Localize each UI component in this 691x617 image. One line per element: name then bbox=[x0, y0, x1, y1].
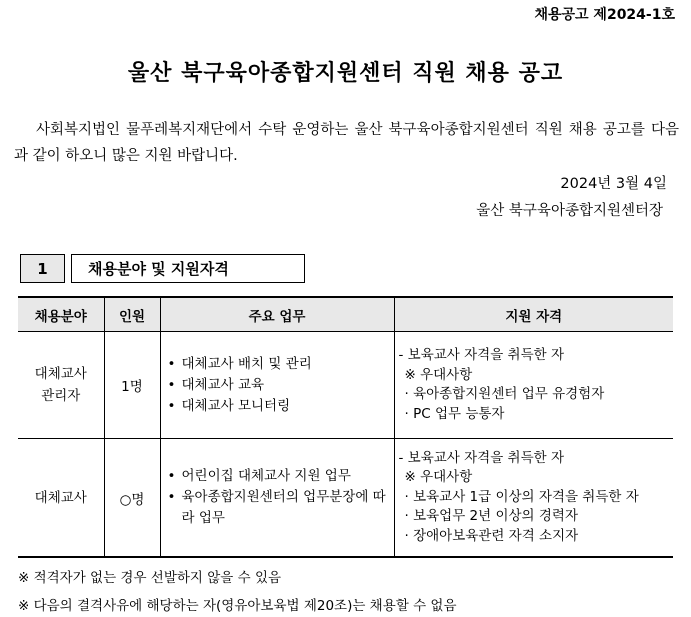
section-title: 채용분야 및 지원자격 bbox=[71, 254, 305, 283]
duty-item: • 대체교사 교육 bbox=[168, 375, 393, 396]
headcount-cell: 1명 bbox=[104, 332, 160, 439]
qualification-item: ※ 우대사항 bbox=[404, 469, 473, 486]
header-qualification: 지원 자격 bbox=[394, 297, 673, 332]
qualification-item: · PC 업무 능통자 bbox=[404, 405, 505, 422]
qualification-item: - 보육교사 자격을 취득한 자 bbox=[398, 449, 564, 466]
qualification-cell bbox=[394, 439, 673, 558]
header-field: 채용분야 bbox=[18, 297, 104, 332]
qualification-item: ※ 우대사항 bbox=[404, 366, 473, 383]
footnote: ※ 적격자가 없는 경우 선발하지 않을 수 있음 bbox=[18, 570, 282, 586]
footnote: ※ 다음의 결격사유에 해당하는 자(영유아보육법 제20조)는 채용할 수 없음 bbox=[18, 598, 457, 614]
table-row bbox=[18, 439, 673, 558]
field-name-line: 대체교사 bbox=[34, 366, 87, 382]
signer-name: 울산 북구육아종합지원센터장 bbox=[476, 203, 663, 219]
header-duties: 주요 업무 bbox=[160, 297, 394, 332]
notice-date: 2024년 3월 4일 bbox=[560, 176, 667, 192]
table-header-row bbox=[18, 297, 673, 332]
headcount-cell: ○명 bbox=[104, 439, 160, 558]
qualification-item: · 보육교사 1급 이상의 자격을 취득한 자 bbox=[404, 488, 639, 505]
duties-cell bbox=[160, 332, 394, 439]
duty-item: • 대체교사 모니터링 bbox=[168, 396, 393, 417]
header-count: 인원 bbox=[104, 297, 160, 332]
field-cell bbox=[18, 332, 104, 439]
qualification-item: · 보육업무 2년 이상의 경력자 bbox=[404, 508, 578, 525]
page-title: 울산 북구육아종합지원센터 직원 채용 공고 bbox=[127, 61, 564, 86]
qualification-item: · 장애아보육관련 자격 소지자 bbox=[404, 527, 579, 544]
field-cell: 대체교사 bbox=[18, 439, 104, 558]
notice-number: 채용공고 제2024-1호 bbox=[534, 7, 675, 23]
qualification-item: · 육아종합지원센터 업무 유경험자 bbox=[404, 386, 605, 402]
table-row bbox=[18, 332, 673, 439]
intro-paragraph: 사회복지법인 물푸레복지재단에서 수탁 운영하는 울산 북구육아종합지원센터 직원 채용 공고를 다음과 같이 하오니 많은 지원 바랍니다. bbox=[14, 122, 679, 164]
recruitment-table bbox=[18, 296, 673, 558]
field-name-line: 관리자 bbox=[41, 388, 81, 404]
duty-item: • 육아종합지원센터의 업무분장에 따라 업무 bbox=[168, 487, 393, 529]
qualification-cell bbox=[394, 332, 673, 439]
duty-item: • 어린이집 대체교사 지원 업무 bbox=[168, 466, 393, 487]
duty-item: • 대체교사 배치 및 관리 bbox=[168, 354, 393, 375]
qualification-item: - 보육교사 자격을 취득한 자 bbox=[398, 347, 564, 363]
section-number: 1 bbox=[20, 254, 65, 283]
duties-cell bbox=[160, 439, 394, 558]
